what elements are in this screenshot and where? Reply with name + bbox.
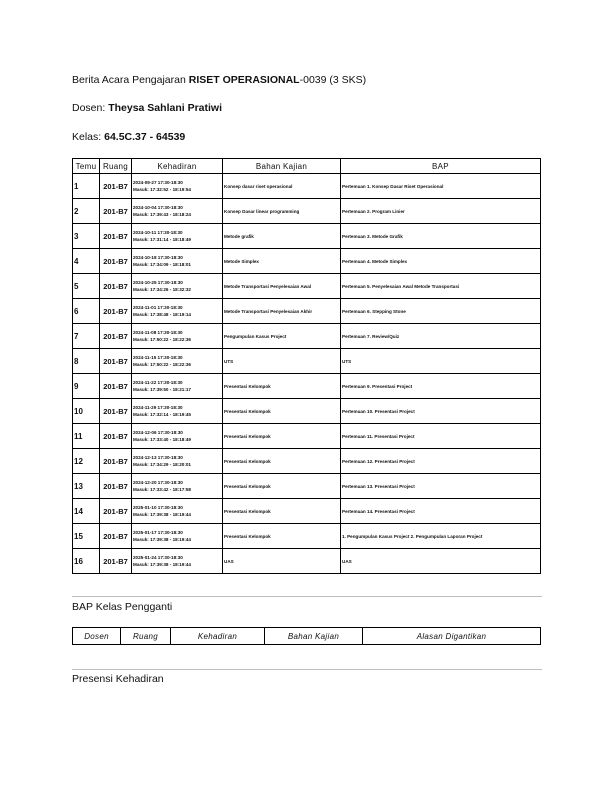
schedule: 2024-11-29 17:30-18:30 <box>133 405 183 410</box>
table-row <box>73 424 541 449</box>
meeting-number: 8 <box>73 349 100 374</box>
attendance-cell <box>132 224 223 249</box>
room: 201-B7 <box>100 424 132 449</box>
schedule: 2024-12-20 17:30-18:30 <box>133 480 183 485</box>
table-row <box>73 399 541 424</box>
check-in: Masuk: 17:39:43 - 18:18:24 <box>133 212 191 217</box>
table-row <box>73 199 541 224</box>
room: 201-B7 <box>100 399 132 424</box>
check-in: Masuk: 17:33:40 - 18:18:49 <box>133 437 191 442</box>
attendance-cell <box>132 424 223 449</box>
meeting-number: 12 <box>73 449 100 474</box>
meeting-number: 15 <box>73 524 100 549</box>
presensi-title: Presensi Kehadiran <box>72 673 164 685</box>
check-in: Masuk: 17:39:38 - 18:19:44 <box>133 512 191 517</box>
bap-entry: Pertemuan 1. Konsep Dasar Riset Operasional <box>341 174 541 199</box>
attendance-cell <box>132 349 223 374</box>
schedule: 2025-01-10 17:30-18:30 <box>133 505 183 510</box>
meeting-number: 7 <box>73 324 100 349</box>
table-row <box>73 349 541 374</box>
study-material: Konsep Dasar linear programming <box>223 199 341 224</box>
bap-entry: Pertemuan 12. Presentasi Project <box>341 449 541 474</box>
room: 201-B7 <box>100 474 132 499</box>
attendance-cell <box>132 549 223 574</box>
schedule: 2024-10-18 17:30-18:30 <box>133 255 183 260</box>
header-ruang: Ruang <box>121 628 171 645</box>
table-row <box>73 324 541 349</box>
header-bahan-kajian: Bahan Kajian <box>265 628 363 645</box>
check-in: Masuk: 17:50:22 - 18:22:36 <box>133 362 191 367</box>
check-in: Masuk: 17:34:26 - 18:32:32 <box>133 287 191 292</box>
table-row <box>73 249 541 274</box>
meeting-number: 2 <box>73 199 100 224</box>
attendance-table <box>72 158 541 574</box>
room: 201-B7 <box>100 274 132 299</box>
study-material: Konsep dasar riset operasional <box>223 174 341 199</box>
schedule: 2024-12-13 17:30-18:30 <box>133 455 183 460</box>
study-material: UAS <box>223 549 341 574</box>
study-material: Pengumpulan Kasus Project <box>223 324 341 349</box>
table-row <box>73 524 541 549</box>
schedule: 2025-01-24 17:30-18:30 <box>133 555 183 560</box>
bap-entry: Pertemuan 11. Presentasi Project <box>341 424 541 449</box>
room: 201-B7 <box>100 374 132 399</box>
meeting-number: 11 <box>73 424 100 449</box>
table-row <box>73 374 541 399</box>
table-row <box>73 449 541 474</box>
attendance-cell <box>132 174 223 199</box>
study-material: Metode Simplex <box>223 249 341 274</box>
table-row <box>73 274 541 299</box>
check-in: Masuk: 17:50:22 - 18:22:36 <box>133 337 191 342</box>
class-value: 64.5C.37 - 64539 <box>104 131 186 143</box>
header-bap: BAP <box>341 159 541 174</box>
meeting-number: 4 <box>73 249 100 274</box>
attendance-cell <box>132 499 223 524</box>
study-material: Presentasi Kelompok <box>223 474 341 499</box>
study-material: Presentasi Kelompok <box>223 524 341 549</box>
attendance-cell <box>132 299 223 324</box>
room: 201-B7 <box>100 199 132 224</box>
bap-entry: Pertemuan 2. Program Linier <box>341 199 541 224</box>
attendance-cell <box>132 399 223 424</box>
header-kehadiran: Kehadiran <box>171 628 265 645</box>
study-material: UTS <box>223 349 341 374</box>
header-alasan: Alasan Digantikan <box>363 628 541 645</box>
study-material: Presentasi Kelompok <box>223 424 341 449</box>
header-dosen: Dosen <box>73 628 121 645</box>
study-material: Presentasi Kelompok <box>223 499 341 524</box>
bap-entry: UAS <box>341 549 541 574</box>
divider <box>72 669 542 670</box>
room: 201-B7 <box>100 524 132 549</box>
bap-entry: Pertemuan 14. Presentasi Project <box>341 499 541 524</box>
bap-entry: Pertemuan 9. Presentasi Project <box>341 374 541 399</box>
course-name: RISET OPERASIONAL <box>188 74 300 86</box>
header-ruang: Ruang <box>100 159 132 174</box>
attendance-cell <box>132 374 223 399</box>
room: 201-B7 <box>100 499 132 524</box>
header-temu: Temu <box>73 159 100 174</box>
schedule: 2024-11-22 17:30-18:30 <box>133 380 183 385</box>
bap-pengganti-table <box>72 627 541 645</box>
table-row <box>73 224 541 249</box>
schedule: 2024-11-08 17:30-18:30 <box>133 330 183 335</box>
attendance-cell <box>132 449 223 474</box>
check-in: Masuk: 17:33:42 - 18:17:58 <box>133 487 191 492</box>
table-row <box>73 299 541 324</box>
meeting-number: 1 <box>73 174 100 199</box>
document-title: Berita Acara Pengajaran RISET OPERASIONAL-0039 (3 SKS) <box>72 74 367 86</box>
header-kehadiran: Kehadiran <box>132 159 223 174</box>
meeting-number: 5 <box>73 274 100 299</box>
bap-entry: UTS <box>341 349 541 374</box>
table-row <box>73 474 541 499</box>
schedule: 2024-11-15 17:30-18:30 <box>133 355 183 360</box>
study-material: Metode grafik <box>223 224 341 249</box>
meeting-number: 14 <box>73 499 100 524</box>
lecturer-line: Dosen: Theysa Sahlani Pratiwi <box>72 102 222 114</box>
bap-entry: Pertemuan 3. Metode Grafik <box>341 224 541 249</box>
check-in: Masuk: 17:39:38 - 18:19:44 <box>133 562 191 567</box>
bap-entry: Pertemuan 6. Stepping Stone <box>341 299 541 324</box>
bap-entry: Pertemuan 13. Presentasi Project <box>341 474 541 499</box>
meeting-number: 3 <box>73 224 100 249</box>
attendance-cell <box>132 274 223 299</box>
bap-entry: Pertemuan 10. Presentasi Project <box>341 399 541 424</box>
schedule: 2024-10-25 17:30-18:30 <box>133 280 183 285</box>
schedule: 2025-01-17 17:30-18:30 <box>133 530 183 535</box>
room: 201-B7 <box>100 549 132 574</box>
schedule: 2024-11-01 17:30-18:30 <box>133 305 183 310</box>
check-in: Masuk: 17:32:52 - 18:19:54 <box>133 187 191 192</box>
meeting-number: 16 <box>73 549 100 574</box>
check-in: Masuk: 17:39:50 - 18:21:17 <box>133 387 191 392</box>
room: 201-B7 <box>100 449 132 474</box>
meeting-number: 10 <box>73 399 100 424</box>
lecturer-name: Theysa Sahlani Pratiwi <box>108 102 222 114</box>
check-in: Masuk: 17:39:38 - 18:19:44 <box>133 537 191 542</box>
attendance-cell <box>132 524 223 549</box>
attendance-cell <box>132 474 223 499</box>
study-material: Metode Transportasi Penyelesaian Akhir <box>223 299 341 324</box>
class-line: Kelas: 64.5C.37 - 64539 <box>72 131 186 143</box>
meeting-number: 13 <box>73 474 100 499</box>
attendance-cell <box>132 199 223 224</box>
header-bahan-kajian: Bahan Kajian <box>223 159 341 174</box>
table-row <box>73 499 541 524</box>
bap-entry: 1. Pengumpulan Kasus Project 2. Pengumpulan Laporan Project <box>341 524 541 549</box>
room: 201-B7 <box>100 299 132 324</box>
table-row <box>73 174 541 199</box>
bap-pengganti-title: BAP Kelas Pengganti <box>72 601 173 613</box>
bap-entry: Pertemuan 5. Penyelesaian Awal Metode Transportasi <box>341 274 541 299</box>
attendance-cell <box>132 249 223 274</box>
room: 201-B7 <box>100 224 132 249</box>
schedule: 2024-09-27 17:30-18:30 <box>133 180 183 185</box>
bap-entry: Pertemuan 7. Review/Quiz <box>341 324 541 349</box>
table-header-row <box>73 628 541 645</box>
meeting-number: 9 <box>73 374 100 399</box>
schedule: 2024-12-06 17:30-18:30 <box>133 430 183 435</box>
room: 201-B7 <box>100 349 132 374</box>
meeting-number: 6 <box>73 299 100 324</box>
room: 201-B7 <box>100 174 132 199</box>
room: 201-B7 <box>100 324 132 349</box>
room: 201-B7 <box>100 249 132 274</box>
table-header-row <box>73 159 541 174</box>
course-code: -0039 (3 SKS) <box>299 74 367 86</box>
study-material: Presentasi Kelompok <box>223 399 341 424</box>
study-material: Presentasi Kelompok <box>223 374 341 399</box>
check-in: Masuk: 17:32:14 - 18:19:45 <box>133 412 191 417</box>
study-material: Presentasi Kelompok <box>223 449 341 474</box>
divider <box>72 596 542 597</box>
study-material: Metode Transportasi Penyelesaian Awal <box>223 274 341 299</box>
table-row <box>73 549 541 574</box>
attendance-cell <box>132 324 223 349</box>
bap-entry: Pertemuan 4. Metode Simplex <box>341 249 541 274</box>
check-in: Masuk: 17:34:29 - 18:20:01 <box>133 462 191 467</box>
check-in: Masuk: 17:31:14 - 18:18:49 <box>133 237 191 242</box>
schedule: 2024-10-04 17:30-18:30 <box>133 205 183 210</box>
check-in: Masuk: 17:34:09 - 18:18:01 <box>133 262 191 267</box>
schedule: 2024-10-11 17:30-18:30 <box>133 230 183 235</box>
check-in: Masuk: 17:38:48 - 18:19:14 <box>133 312 191 317</box>
